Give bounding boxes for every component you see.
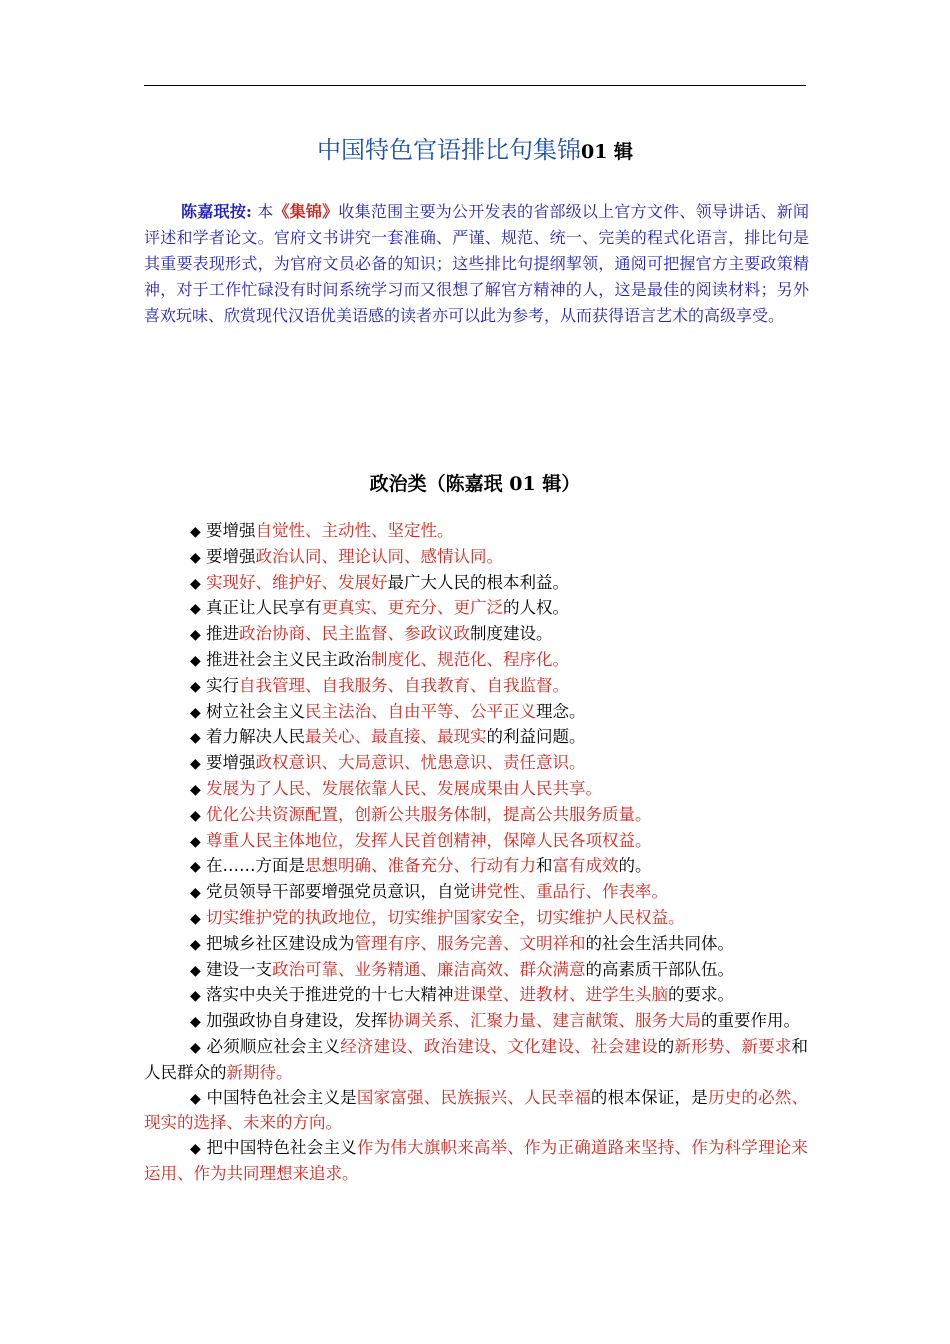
diamond-bullet-icon: ◆	[190, 627, 201, 644]
highlighted-phrase: 讲党性、重品行、作表率。	[470, 882, 669, 902]
plain-phrase: 加强政协自身建设，发挥	[206, 1011, 388, 1031]
page-title	[0, 132, 950, 170]
diamond-bullet-icon: ◆	[190, 524, 201, 540]
diamond-bullet-icon: ◆	[190, 1039, 201, 1056]
highlighted-phrase: 作为伟大旗帜来高举、作为正确道路来坚持、作为科学理论来运用、作为共同理想来追求。	[144, 1138, 809, 1183]
intro-book-title: 《集锦》	[273, 202, 339, 221]
list-item	[144, 906, 808, 932]
plain-phrase: 着力解决人民	[206, 727, 306, 747]
plain-phrase: 推进社会主义民主政治	[206, 649, 372, 669]
list-item	[144, 545, 808, 571]
list-item	[144, 622, 808, 648]
list-item	[144, 725, 808, 751]
highlighted-phrase: 新期待。	[226, 1062, 293, 1082]
highlighted-phrase: 自觉性、主动性、坚定性。	[255, 521, 454, 540]
plain-phrase: 最广大人民的根本利益。	[387, 572, 570, 592]
diamond-bullet-icon: ◆	[190, 781, 201, 798]
plain-phrase: 必须顺应社会主义	[206, 1036, 341, 1056]
plain-phrase: 实行	[206, 675, 240, 695]
plain-phrase: 的。	[618, 856, 652, 876]
diamond-bullet-icon: ◆	[190, 910, 201, 927]
plain-phrase: 把城乡社区建设成为	[206, 933, 355, 953]
plain-phrase: 的人权。	[503, 598, 570, 618]
plain-phrase: 在……方面是	[206, 856, 306, 876]
highlighted-phrase: 更真实、更充分、更广泛	[321, 598, 504, 618]
highlighted-phrase: 国家富强、民族振兴、人民幸福	[356, 1087, 591, 1107]
diamond-bullet-icon: ◆	[190, 549, 201, 566]
plain-phrase: 的	[657, 1036, 675, 1056]
plain-phrase: 的重要作用。	[701, 1011, 801, 1031]
plain-phrase: 和	[536, 856, 553, 876]
diamond-bullet-icon: ◆	[190, 936, 201, 953]
list-item	[144, 648, 808, 674]
diamond-bullet-icon: ◆	[190, 885, 201, 902]
highlighted-phrase: 富有成效	[552, 856, 619, 876]
diamond-bullet-icon: ◆	[190, 988, 201, 1005]
list-item	[144, 854, 808, 880]
diamond-bullet-icon: ◆	[190, 575, 201, 592]
plain-phrase: 的根本保证，是	[590, 1087, 708, 1107]
diamond-bullet-icon: ◆	[190, 704, 201, 721]
list-item	[144, 1035, 808, 1086]
highlighted-phrase: 民主法治、自由平等、公平正义	[305, 701, 537, 721]
highlighted-phrase: 新形势、新要求	[674, 1036, 792, 1056]
plain-phrase: 的高素质干部队伍。	[585, 959, 735, 979]
highlighted-phrase: 进课堂、进教材、进学生头脑	[453, 985, 669, 1005]
list-item	[144, 674, 808, 700]
highlighted-phrase: 切实维护党的执政地位，切实维护国家安全，切实维护人民权益。	[206, 907, 685, 927]
intro-pre: 本	[257, 202, 274, 221]
diamond-bullet-icon: ◆	[190, 859, 201, 876]
highlighted-phrase: 尊重人民主体地位，发挥人民首创精神，保障人民各项权益。	[206, 830, 652, 850]
plain-phrase: 制度建设。	[470, 624, 553, 644]
plain-phrase: 的要求。	[668, 985, 735, 1005]
list-item	[144, 571, 808, 597]
highlighted-phrase: 管理有序、服务完善、文明祥和	[354, 933, 586, 953]
plain-phrase: 要增强	[206, 521, 256, 540]
diamond-bullet-icon: ◆	[190, 1014, 201, 1031]
intro-paragraph	[144, 199, 809, 329]
list-item	[144, 751, 808, 777]
diamond-bullet-icon: ◆	[190, 730, 201, 747]
list-item	[144, 700, 808, 726]
plain-phrase: 落实中央关于推进党的十七大精神	[206, 985, 454, 1005]
highlighted-phrase: 实现好、维护好、发展好	[206, 572, 388, 592]
highlighted-phrase: 制度化、规范化、程序化。	[371, 649, 570, 669]
highlighted-phrase: 政治可靠、业务精通、廉洁高效、群众满意	[272, 959, 586, 979]
title-main: 中国特色官语排比句集锦	[316, 136, 581, 164]
plain-phrase: 的利益问题。	[486, 727, 586, 747]
plain-phrase: 真正让人民享有	[206, 598, 322, 618]
plain-phrase: 要增强	[206, 753, 256, 773]
phrase-list	[144, 519, 808, 1187]
plain-phrase: 中国特色社会主义是	[206, 1087, 357, 1107]
list-item	[144, 1009, 808, 1035]
diamond-bullet-icon: ◆	[190, 678, 201, 695]
plain-phrase: 党员领导干部要增强党员意识，自觉	[206, 882, 471, 902]
plain-phrase: 理念。	[536, 701, 586, 721]
diamond-bullet-icon: ◆	[190, 807, 201, 824]
list-item	[144, 932, 808, 958]
highlighted-phrase: 协调关系、汇聚力量、建言献策、服务大局	[387, 1011, 702, 1031]
plain-phrase: 推进	[206, 624, 240, 644]
diamond-bullet-icon: ◆	[190, 962, 201, 979]
list-item	[144, 777, 808, 803]
diamond-bullet-icon: ◆	[190, 1090, 201, 1107]
intro-text: 收集范围主要为公开发表的省部级以上官方文件、领导讲话、新闻评述和学者论文。官府文书讲究一套准确、严谨、规范、统一、完美的程式化语言，排比句是其重要表现形式，为官府文员必备的知识；这些排比句提纲挈领，通阅可把握官方主要政策精神，对于工作忙碌没有时间系统学习而又很想了解官方精神的人，这是最佳的阅读材料；另外喜欢玩味、欣赏现代汉语优美语感的读者亦可以此为参考，从而获得语言艺术的高级享受。	[144, 202, 809, 325]
list-item	[144, 983, 808, 1009]
highlighted-phrase: 政治协商、民主监督、参政议政	[239, 624, 471, 644]
list-item	[144, 596, 808, 622]
highlighted-phrase: 政治认同、理论认同、感情认同。	[255, 546, 504, 566]
plain-phrase: 要增强	[206, 546, 256, 566]
list-item	[144, 958, 808, 984]
highlighted-phrase: 经济建设、政治建设、文化建设、社会建设	[340, 1036, 658, 1056]
plain-phrase: 和人民群众的	[144, 1036, 809, 1082]
plain-phrase: 的社会生活共同体。	[585, 933, 735, 953]
list-item	[144, 880, 808, 906]
highlighted-phrase: 政权意识、大局意识、忧患意识、责任意识。	[255, 753, 586, 773]
list-item	[144, 1086, 808, 1137]
highlighted-phrase: 思想明确、准备充分、行动有力	[305, 856, 537, 876]
diamond-bullet-icon: ◆	[190, 1141, 201, 1158]
list-item	[144, 1136, 808, 1187]
plain-phrase: 建设一支	[206, 959, 273, 979]
diamond-bullet-icon: ◆	[190, 601, 201, 618]
header-rule	[144, 85, 806, 86]
highlighted-phrase: 发展为了人民、发展依靠人民、发展成果由人民共享。	[206, 778, 603, 798]
highlighted-phrase: 自我管理、自我服务、自我教育、自我监督。	[239, 675, 570, 695]
highlighted-phrase: 优化公共资源配置，创新公共服务体制，提高公共服务质量。	[206, 804, 652, 824]
diamond-bullet-icon: ◆	[190, 652, 201, 669]
intro-author: 陈嘉珉按:	[181, 202, 252, 221]
highlighted-phrase: 最关心、最直接、最现实	[305, 727, 487, 747]
plain-phrase: 把中国特色社会主义	[206, 1138, 357, 1158]
plain-phrase: 树立社会主义	[206, 701, 306, 721]
list-item	[144, 519, 808, 545]
diamond-bullet-icon: ◆	[190, 833, 201, 850]
diamond-bullet-icon: ◆	[190, 756, 201, 773]
title-number: 01 辑	[580, 141, 634, 163]
list-item	[144, 803, 808, 829]
list-item	[144, 829, 808, 855]
highlighted-phrase: 历史的必然、现实的选择、未来的方向。	[144, 1087, 809, 1133]
section-title: 政治类（陈嘉珉 01 辑）	[369, 473, 581, 495]
